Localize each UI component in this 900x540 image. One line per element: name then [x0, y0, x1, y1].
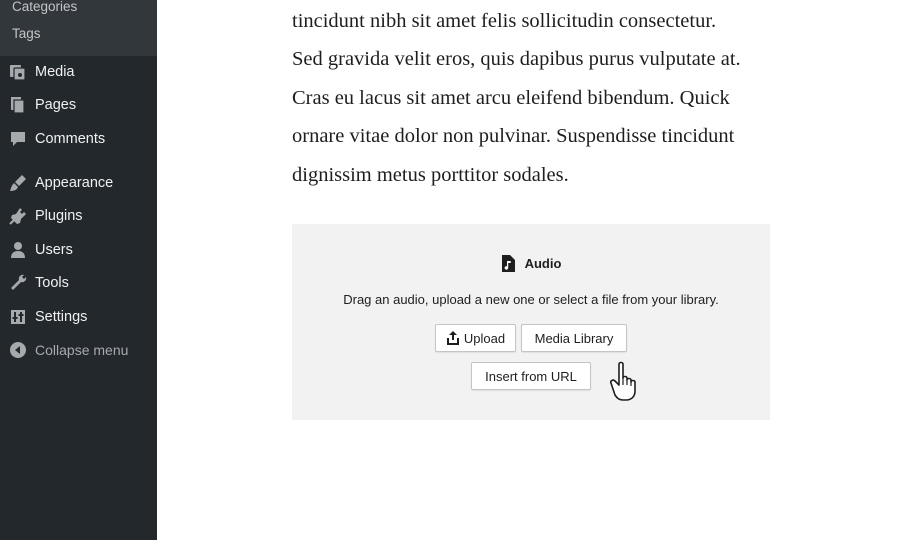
- paragraph-line: tincidunt nibh sit amet felis sollicitudin consectetur.: [292, 10, 717, 32]
- audio-instructions: Drag an audio, upload a new one or select a file from your library.: [343, 292, 719, 307]
- users-icon: [8, 240, 28, 260]
- tools-icon: [8, 273, 28, 293]
- sidebar-item-label: Media: [35, 64, 75, 80]
- comments-icon: [8, 129, 28, 149]
- sidebar-item-pages[interactable]: [0, 89, 157, 121]
- paragraph-line: Cras eu lacus sit amet arcu eleifend bibendum. Quick: [292, 86, 730, 109]
- sidebar-item-label: Comments: [35, 131, 106, 147]
- admin-sidebar: [0, 0, 157, 540]
- sidebar-item-label: Settings: [35, 309, 88, 325]
- media-library-button-label: Media Library: [534, 330, 614, 346]
- submenu-item-tags[interactable]: Tags: [12, 26, 41, 41]
- upload-button-label: Upload: [463, 330, 506, 346]
- audio-block-placeholder[interactable]: [292, 224, 770, 420]
- media-icon: [8, 62, 28, 82]
- paragraph-line: dignissim metus porttitor sodales.: [292, 163, 569, 186]
- sidebar-item-users[interactable]: [0, 234, 157, 266]
- paragraph-line: Sed gravida velit eros, quis dapibus purus vulputate at.: [292, 48, 741, 71]
- sidebar-item-plugins[interactable]: [0, 200, 157, 232]
- appearance-icon: [8, 173, 28, 193]
- upload-icon: [446, 330, 460, 346]
- insert-from-url-button-label: Insert from URL: [485, 368, 577, 384]
- collapse-icon: [8, 340, 28, 360]
- editor-canvas: [157, 0, 900, 540]
- sidebar-item-tools[interactable]: [0, 267, 157, 299]
- submenu-item-categories[interactable]: Categories: [12, 0, 78, 14]
- settings-icon: [8, 307, 28, 327]
- pages-icon: [8, 95, 28, 115]
- insert-from-url-button[interactable]: [471, 362, 591, 390]
- paragraph-block[interactable]: [292, 2, 782, 194]
- sidebar-item-label: Appearance: [35, 175, 114, 191]
- sidebar-item-media[interactable]: [0, 56, 157, 88]
- sidebar-item-label: Collapse menu: [35, 342, 129, 358]
- sidebar-item-label: Plugins: [35, 208, 83, 224]
- audio-title-label: Audio: [524, 256, 562, 271]
- sidebar-item-label: Users: [35, 242, 73, 258]
- audio-file-icon: [501, 255, 515, 272]
- collapse-menu-button[interactable]: [0, 334, 157, 366]
- sidebar-item-label: Tools: [35, 275, 69, 291]
- sidebar-item-label: Pages: [35, 97, 77, 113]
- plugins-icon: [8, 206, 28, 226]
- sidebar-item-appearance[interactable]: [0, 167, 157, 199]
- paragraph-line: ornare vitae dolor non pulvinar. Suspendisse tincidunt: [292, 125, 735, 148]
- media-library-button[interactable]: [521, 324, 627, 352]
- audio-block-title: [292, 255, 770, 272]
- posts-submenu: [0, 0, 157, 56]
- upload-button[interactable]: [435, 324, 516, 352]
- sidebar-item-comments[interactable]: [0, 123, 157, 155]
- sidebar-item-settings[interactable]: [0, 301, 157, 333]
- hand-pointer-cursor-icon: [609, 360, 645, 402]
